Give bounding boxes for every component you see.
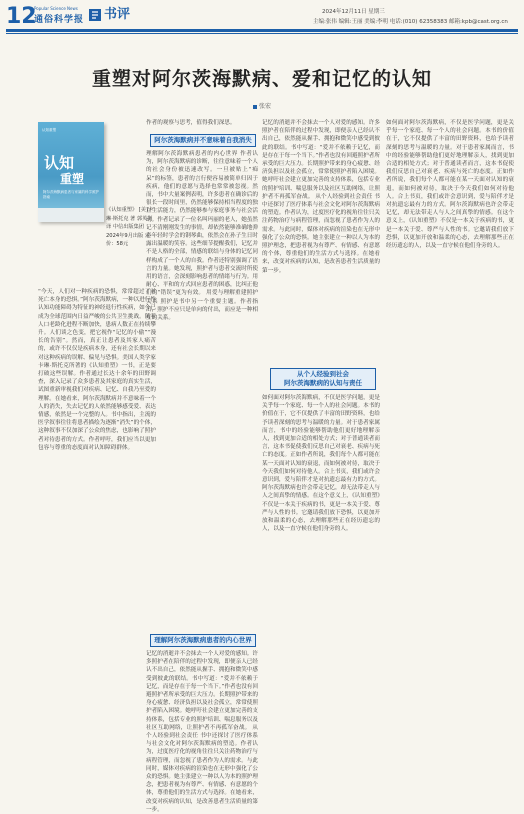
column-4-text: 如何面对阿尔茨海默病，不仅是医学问题，更是关乎每一个家庭、每一个人的社会问题。本书的价值在于，它不仅提供了丰富的田野资料，也给予读者深刻的思考与温暖的力量。对于患者家属而言，书中的经验能够帮助他们更好地理解亲人，找到更加合适的相处方式；对于普通读者而言，这本书促使我们反思自己对衰老、疾病与死亡的态度。正如作者所说，我们每个人都可能在某一天面对认知的衰退，而如何被对待，取决于今天我们如何对待他人。合上书页，我们或许会意识到，爱与陪伴才是对抗遗忘最有力的方式。阿尔茨海默病也许会带走记忆，却无法带走人与人之间真挚的情感。在这个意义上，《认知重塑》不仅是一本关于疾病的书，更是一本关于爱、尊严与人性的书。它邀请我们放下恐惧，以更加开放和温柔的心态，去理解那些正在经历遗忘的人，以及一直守候在他们身旁的人。 — [386, 120, 514, 250]
column-2-tail: 记忆的消逝并不会抹去一个人对爱的感知。许多照护者在陪伴的过程中发现，即便亲人已经认不出自己，依然能从握手、拥抱和微笑中感受到彼此的联结。书中写道：“爱并不依赖于记忆，而是存在于每一个当下。”作者也没有回避照护者所承受的巨大压力。长期照护带来的身心疲惫、经济负担以及社会孤立，常常使照护者陷入困境。她呼吁社会建立更加完善的支持体系，包括专业的照护培训、喘息服务以及社区互助网络，让照护者不再孤军奋战。 从个人经验到社会责任 书中还探讨了医疗体系与社会文化对阿尔茨海默病的塑造。作者认为，过度医疗化的视角往往只关注药物治疗与病程管理，而忽视了患者作为人的需求。与此同时，媒体对疾病的渲染也在无形中强化了公众的恐惧。她主张建立一种以人为本的照护理念，把患者视为有尊严、有情感、有意愿的个体，尊重他们的生活方式与选择。在她看来，改变对疾病的认知，是改善患者生活质量的第一步。 — [146, 651, 258, 813]
article-headline: 重塑对阿尔茨海默病、爱和记忆的认知 — [91, 68, 432, 90]
subhead-3 — [270, 368, 376, 390]
book-cover-image — [38, 122, 104, 222]
header-rule — [6, 29, 518, 32]
book-cover-band — [38, 208, 104, 222]
subhead-3-line-1: 从个人经验到社会 — [297, 370, 349, 378]
column-2-text: 理解阿尔茨海默病患者的内心世界 作者认为，阿尔茨海默病的诊断，往往意味着一个人的社会身份被迅速改写。一旦被贴上“痴呆”的标签，患者的言行便容易被简单归因于疾病，他们的意愿与选择也常常被忽视。然而，书中大量案例表明，许多患者在确诊后的很长一段时间里，仍然能够保持相当程度的独立生活能力，仍然能够参与家庭事务与社会活动。作者记录了一位名叫玛丽的老人，她虽然记不清刚刚发生的事情，却依然能够准确地弹奏年轻时学会的钢琴曲，依然会在孙子生日时露出温暖的笑容。这些细节提醒我们，记忆并不是人格的全部，情感的联结与身体的记忆同样构成了一个人的自我。作者还特别强调了语言的力量。她发现，照护者与患者交流时所使用的语言，会深刻影响患者的情绪与行为。用耐心、平和的方式回应患者的困惑，比纠正他们的“错误”更为有效。 用爱与理解重建照护关系 照护是书中另一个重要主题。作者指出，照护不应只是单向的付出，而应是一种相互的关系。 — [146, 151, 258, 322]
masthead-logo: 通俗科学报 — [34, 15, 85, 25]
book-cover-top-text: 认知重塑 — [42, 128, 56, 132]
byline — [0, 101, 524, 110]
header-rule-thin — [6, 33, 518, 34]
book-cover-title-1: 认知 — [44, 154, 75, 172]
editor-info: 主编:张伟 编辑:王丽 美编:李明 电话:(010) 62358383 邮箱:kpb@cast.org.cn — [313, 19, 508, 25]
section-label: 书评 — [104, 7, 131, 22]
book-cover-subtitle: 阿尔茨海默病患者与家属的科学照护指南 — [43, 190, 99, 199]
masthead-subtitle: Popular Science News — [34, 6, 78, 11]
section-icon — [88, 8, 102, 22]
author-name: 张宏 — [258, 103, 271, 110]
subhead-3-line-2: 阿尔茨海默病的认知与责任 — [284, 379, 362, 387]
subhead-1: 阿尔茨海默病并不意味着自我消失 — [150, 134, 256, 147]
subhead-2: 理解阿尔茨海默病患者的内心世界 — [150, 634, 256, 647]
issue-date: 2024年12月11日 星期三 — [322, 9, 385, 15]
column-1-text: “今天，人们对一种疾病的恐惧，常常超过了对死亡本身的恐惧。”阿尔茨海默病，一种以进行性认知功能障碍为特征的神经退行性疾病，如今已成为全球范围内日益严峻的公共卫生挑战。随着人口老龄化进程不断加快，患病人数正在持续攀升。人们谈之色变，把它视作“记忆的小偷”“漫长的告别”。然而，真正让患者及其家人痛苦的，或许不仅仅是疾病本身，还有社会长期以来对这种疾病的误解、偏见与恐惧。美国人类学家卡琳·斯托克所著的《认知重塑》一书，正是要打破这些误解。作者通过长达十余年的田野调查，深入记录了众多患者及其家庭的真实生活，试图重新审视我们对疾病、记忆、自我乃至爱的理解。在她看来，阿尔茨海默病并不意味着一个人的消失，失去记忆的人依然能够感受爱、表达情感，依然是一个完整的人。书中指出，主流的医学叙事往往将患者描绘为逐渐“消失”的个体，这种叙事不仅加深了公众的焦虑，也影响了照护者对待患者的方式。作者呼吁，我们应当以更加包容与尊重的态度面对认知障碍群体。 — [38, 289, 156, 451]
column-2-intro: 作者的观察与思考，值得我们深思。 — [146, 120, 236, 126]
book-caption: 《认知重塑》 [美]卡琳·斯托克 著 郭英剑 译 中信出版集团 2024年9月出版 定价：58元 — [106, 207, 154, 247]
page-number: 12 — [6, 4, 37, 29]
column-3-text: 记忆的消逝并不会抹去一个人对爱的感知。许多照护者在陪伴的过程中发现，即便亲人已经认不出自己，依然能从握手、拥抱和微笑中感受到彼此的联结。书中写道：“爱并不依赖于记忆，而是存在于每一个当下。”作者也没有回避照护者所承受的巨大压力。长期照护带来的身心疲惫、经济负担以及社会孤立，常常使照护者陷入困境。她呼吁社会建立更加完善的支持体系，包括专业的照护培训、喘息服务以及社区互助网络，让照护者不再孤军奋战。 从个人经验到社会责任 书中还探讨了医疗体系与社会文化对阿尔茨海默病的塑造。作者认为，过度医疗化的视角往往只关注药物治疗与病程管理，而忽视了患者作为人的需求。与此同时，媒体对疾病的渲染也在无形中强化了公众的恐惧。她主张建立一种以人为本的照护理念，把患者视为有尊严、有情感、有意愿的个体，尊重他们的生活方式与选择。在她看来，改变对疾病的认知，是改善患者生活质量的第一步。 — [262, 120, 380, 274]
book-cover-title-2: 重塑 — [60, 172, 85, 186]
column-3-text-lower: 如何面对阿尔茨海默病，不仅是医学问题，更是关乎每一个家庭、每一个人的社会问题。本书的价值在于，它不仅提供了丰富的田野资料，也给予读者深刻的思考与温暖的力量。对于患者家属而言，书中的经验能够帮助他们更好地理解亲人，找到更加合适的相处方式；对于普通读者而言，这本书促使我们反思自己对衰老、疾病与死亡的态度。正如作者所说，我们每个人都可能在某一天面对认知的衰退，而如何被对待，取决于今天我们如何对待他人。合上书页，我们或许会意识到，爱与陪伴才是对抗遗忘最有力的方式。阿尔茨海默病也许会带走记忆，却无法带走人与人之间真挚的情感。在这个意义上，《认知重塑》不仅是一本关于疾病的书，更是一本关于爱、尊严与人性的书。它邀请我们放下恐惧，以更加开放和温柔的心态，去理解那些正在经历遗忘的人，以及一直守候在他们身旁的人。 — [262, 395, 380, 533]
byline-marker — [253, 105, 257, 109]
